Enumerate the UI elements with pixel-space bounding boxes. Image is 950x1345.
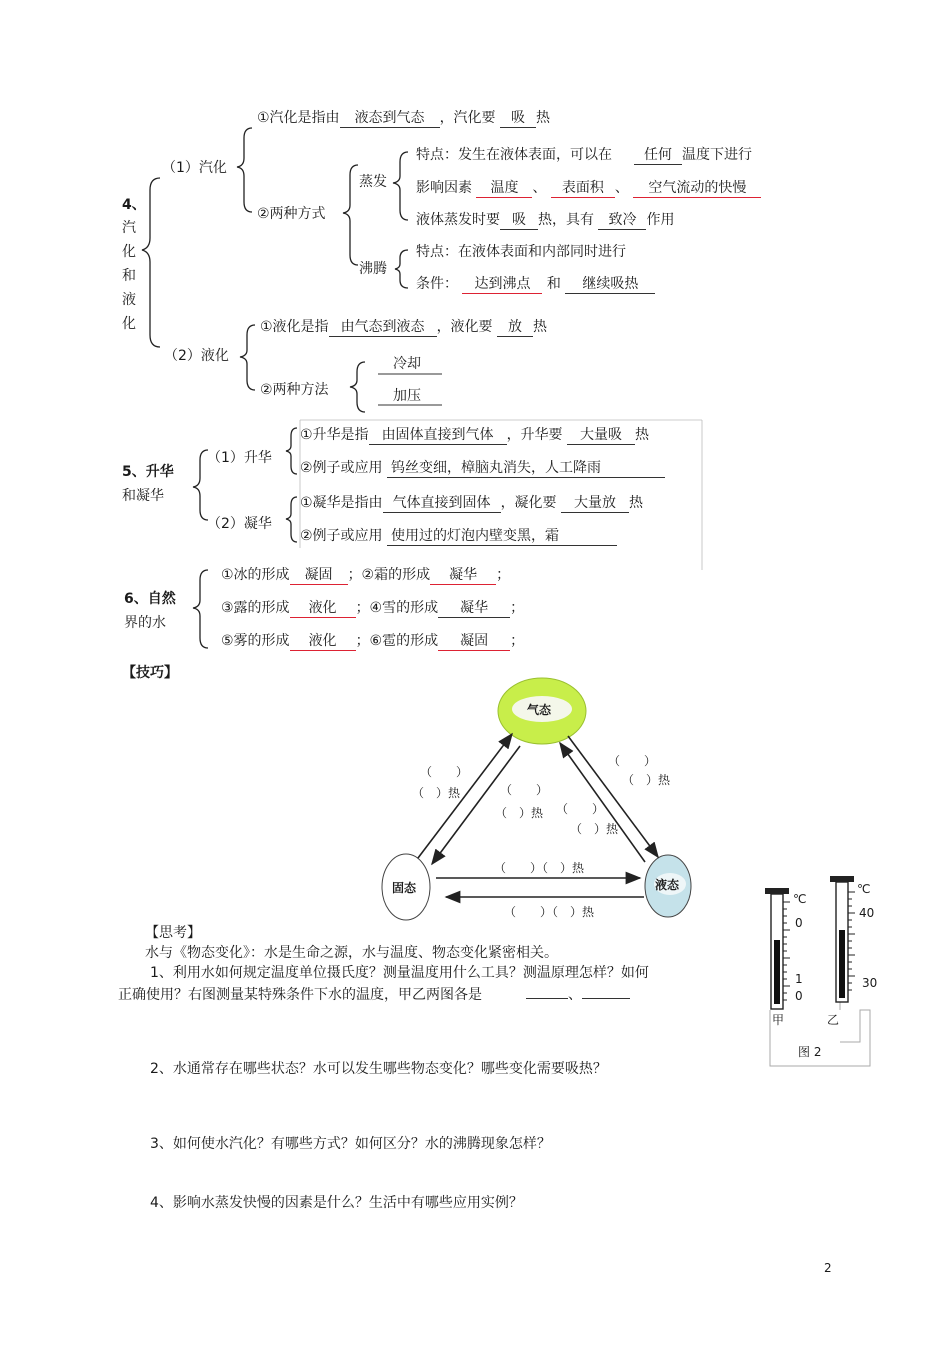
nature-row-2: ③露的形成 液化 ；④雪的形成 凝华 ； xyxy=(221,600,525,616)
evap-factors: 影响因素 温度 、 表面积 、 空气流动的快慢 xyxy=(416,179,761,198)
sub-definition: ①升华是指 由固体直接到气体 ，升华要 大量吸 热 xyxy=(300,427,650,443)
yi-unit: ℃ xyxy=(857,882,871,896)
yi-label: 乙 xyxy=(827,1013,840,1027)
jia-label: 甲 xyxy=(772,1013,785,1027)
evap-feature: 特点：发生在液体表面，可以在 任何 温度下进行 xyxy=(416,147,752,163)
jia-scale-0: 0 xyxy=(795,916,803,930)
think-heading: 【思考】 xyxy=(145,925,201,941)
evap-label: 蒸发 xyxy=(359,174,387,190)
question-4: 4、影响水蒸发快慢的因素是什么？生活中有哪些应用实例？ xyxy=(150,1195,523,1211)
method-cool: 冷却 xyxy=(393,356,421,372)
solid-label: 固态 xyxy=(392,881,417,895)
blank-inner-2: （ ）热 xyxy=(495,806,544,820)
sub-label: （1）升华 xyxy=(207,450,272,466)
yi-ticks xyxy=(848,892,855,990)
figure-caption: 图 2 xyxy=(798,1045,822,1059)
liq-label: （2）液化 xyxy=(164,348,229,364)
blank-left-2: （ ）热 xyxy=(412,786,461,800)
liq-two-ways: ②两种方法 xyxy=(260,382,329,398)
sec5-title-1: 5、升华 xyxy=(122,464,174,480)
nature-row-3: ⑤雾的形成 液化 ；⑥雹的形成 凝固 ； xyxy=(221,633,525,649)
sub-example: ②例子或应用 钨丝变细，樟脑丸消失，人工降雨 xyxy=(300,459,665,478)
skill-heading: 【技巧】 xyxy=(122,665,178,681)
method-press: 加压 xyxy=(393,388,421,404)
jia-cap xyxy=(765,888,789,894)
jia-scale-1: 1 xyxy=(795,972,803,986)
question-1b: 正确使用？右图测量某特殊条件下水的温度，甲乙两图各是 、 xyxy=(118,986,630,1004)
blank-right-2: （ ）热 xyxy=(622,773,671,787)
sec6-title-1: 6、自然 xyxy=(124,591,176,607)
blank-left-1: （ ） xyxy=(420,765,469,779)
sec5-title-2: 和凝华 xyxy=(122,488,164,504)
sec6-title-2: 界的水 xyxy=(124,615,166,631)
page-number: 2 xyxy=(824,1261,832,1275)
evap-heat: 液体蒸发时要 吸 热，具有 致冷 作用 xyxy=(416,212,675,228)
liq-definition: ①液化是指 由气态到液态 ，液化要 放 热 xyxy=(260,319,548,335)
blank-inner-3: （ ） xyxy=(556,802,605,816)
blank-bottom-pair: （ ）（ ）热 xyxy=(504,905,595,919)
yi-scale-30: 30 xyxy=(862,976,878,990)
question-1a: 1、利用水如何规定温度单位摄氏度？测量温度用什么工具？测温原理怎样？如何 xyxy=(150,965,649,981)
jia-scale-0b: 0 xyxy=(795,989,803,1003)
vap-label: （1）汽化 xyxy=(162,160,227,176)
boil-condition: 条件： 达到沸点 和 继续吸热 xyxy=(416,275,655,294)
dep-label: （2）凝华 xyxy=(207,516,272,532)
blank-right-1: （ ） xyxy=(608,754,657,768)
yi-column xyxy=(839,930,845,998)
boil-label: 沸腾 xyxy=(359,261,387,277)
dep-example: ②例子或应用 使用过的灯泡内壁变黑，霜 xyxy=(300,527,617,546)
vap-definition: ①汽化是指由 液态到气态 ，汽化要 吸 热 xyxy=(257,110,551,126)
yi-scale-40: 40 xyxy=(859,906,875,920)
sec4-title: 汽 化 和 液 化 xyxy=(122,220,136,332)
nature-row-1: ①冰的形成 凝固 ；②霜的形成 凝华 ； xyxy=(221,567,511,583)
question-2: 2、水通常存在哪些状态？水可以发生哪些物态变化？哪些变化需要吸热？ xyxy=(150,1061,607,1077)
blank-top-pair: （ ）（ ）热 xyxy=(494,861,585,875)
blank-inner-1: （ ） xyxy=(500,783,549,797)
gas-label: 气态 xyxy=(527,703,552,717)
think-intro: 水与《物态变化》：水是生命之源，水与温度、物态变化紧密相关。 xyxy=(145,945,558,961)
vap-two-ways: ②两种方式 xyxy=(257,206,326,222)
jia-unit: ℃ xyxy=(793,892,807,906)
blank-inner-4: （ ）热 xyxy=(570,822,619,836)
jia-ticks xyxy=(783,902,790,1000)
boil-feature: 特点：在液体表面和内部同时进行 xyxy=(416,244,626,260)
question-3: 3、如何使水汽化？有哪些方式？如何区分？水的沸腾现象怎样？ xyxy=(150,1136,551,1152)
yi-cap xyxy=(830,876,854,882)
sec4-number: 4、 xyxy=(122,197,146,213)
jia-column xyxy=(774,940,780,1004)
liquid-label: 液态 xyxy=(655,878,680,892)
dep-definition: ①凝华是指由 气体直接到固体 ，凝化要 大量放 热 xyxy=(300,495,644,511)
